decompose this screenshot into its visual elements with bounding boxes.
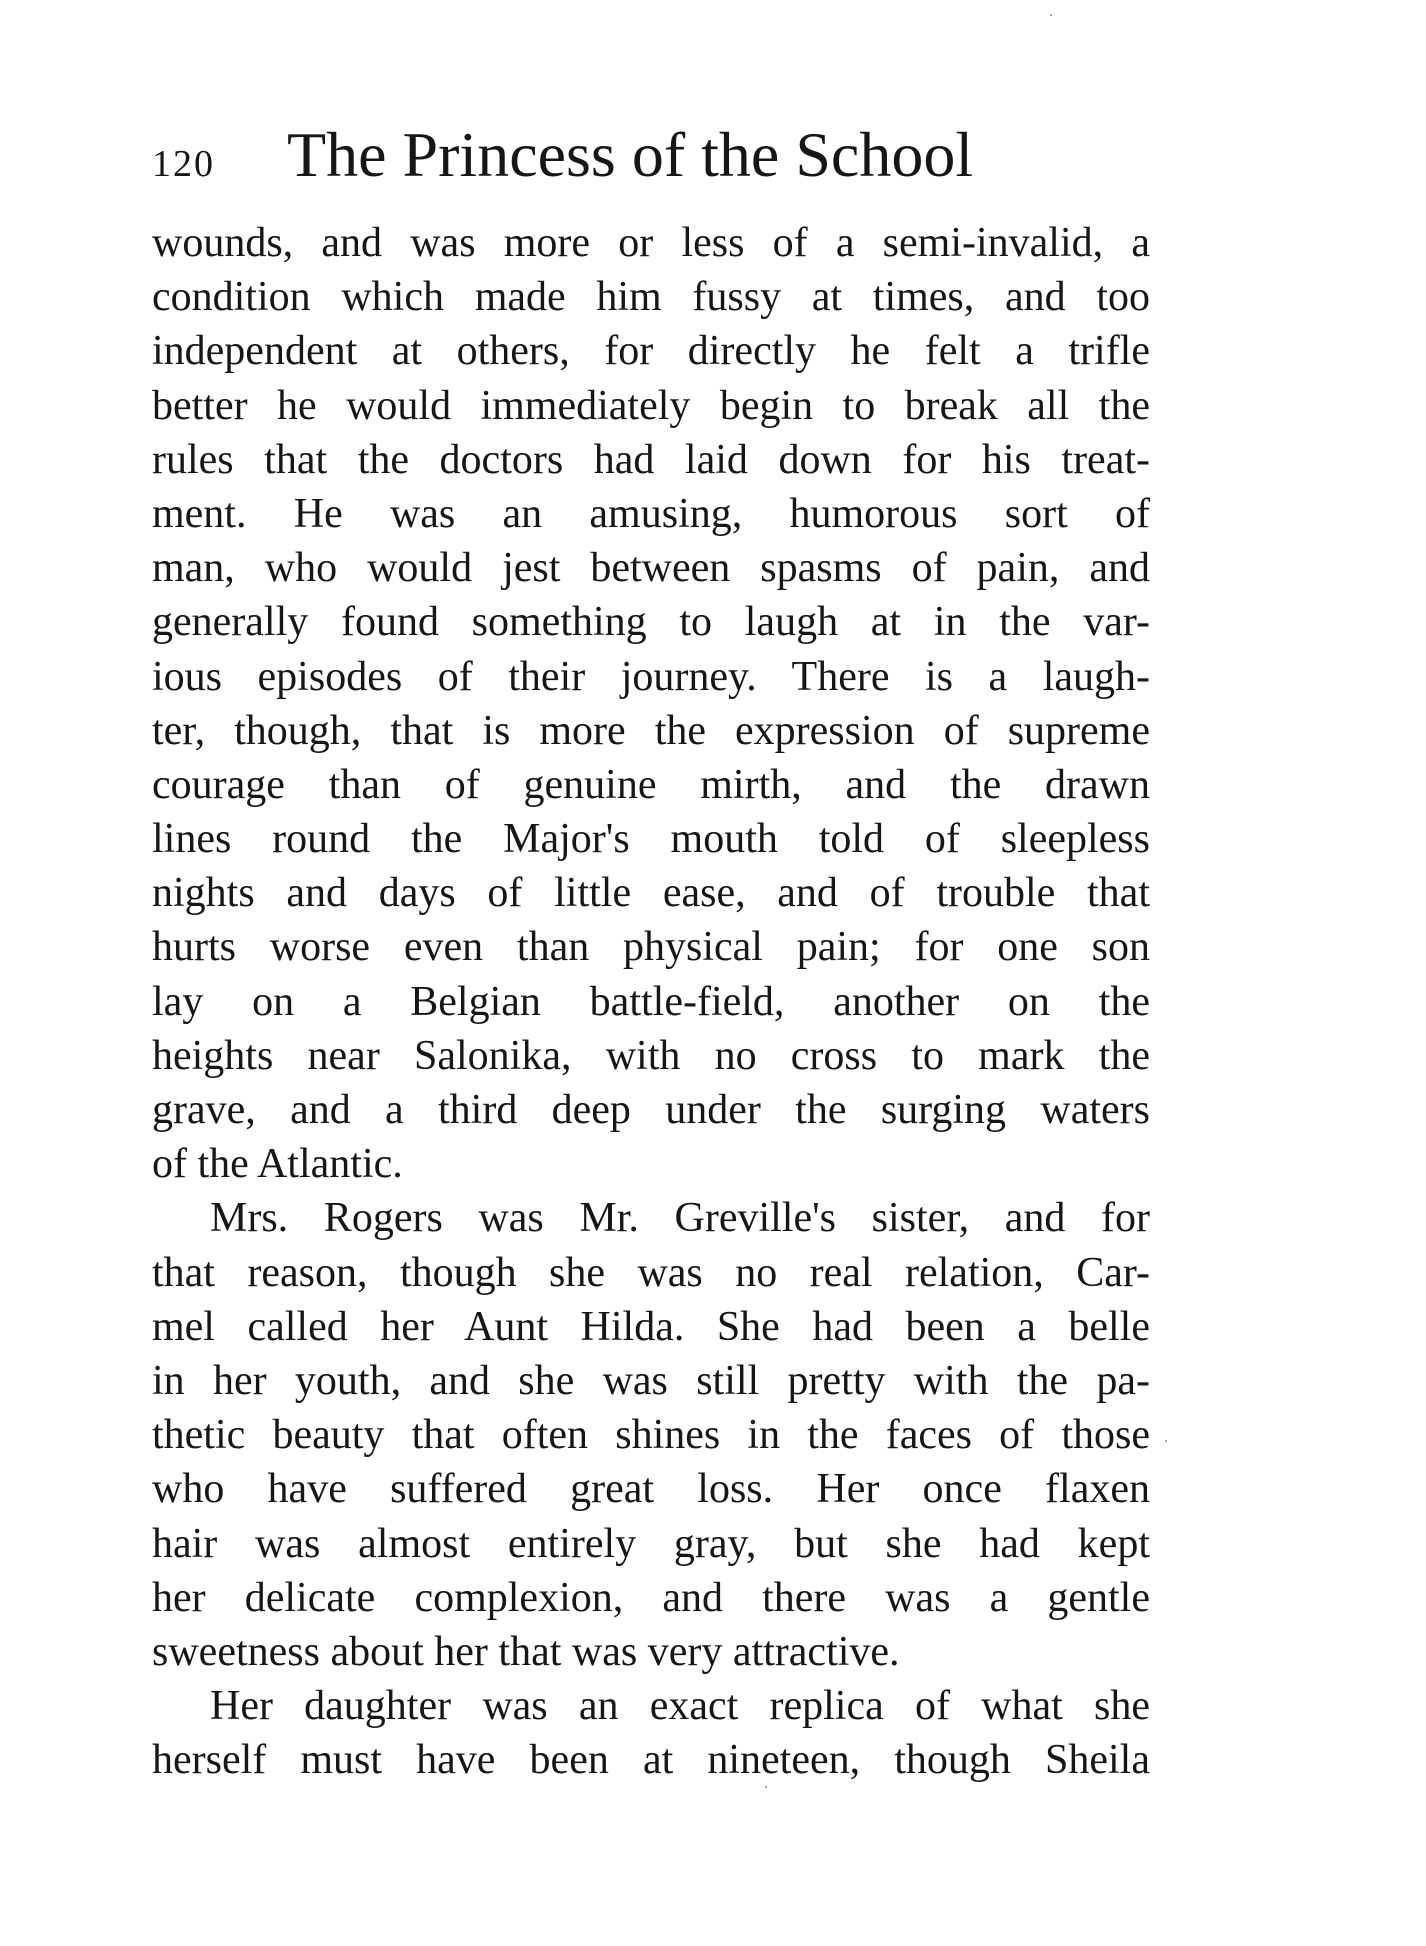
text-line: wounds, and was more or less of a semi-invalid, a: [152, 220, 1150, 266]
text-line: grave, and a third deep under the surging waters: [152, 1087, 1150, 1133]
text-line: thetic beauty that often shines in the faces of those: [152, 1412, 1150, 1459]
text-line: Mrs. Rogers was Mr. Greville's sister, and for: [210, 1195, 1150, 1242]
text-line: man, who would jest between spasms of pain, and: [152, 545, 1150, 592]
text-line: ter, though, that is more the expression of supreme: [152, 707, 1150, 754]
scan-speck: [1165, 1440, 1167, 1442]
text-line: nights and days of little ease, and of trouble that: [152, 870, 1150, 917]
text-line: lay on a Belgian battle-field, another on the: [152, 978, 1150, 1025]
text-line: condition which made him fussy at times, and too: [152, 274, 1150, 321]
paragraph: [152, 216, 1150, 1191]
text-line: herself must have been at nineteen, though Sheila: [152, 1737, 1150, 1784]
text-line: generally found something to laugh at in the var-: [152, 599, 1150, 646]
running-title: The Princess of the School: [287, 119, 974, 190]
text-line: heights near Salonika, with no cross to mark the: [152, 1032, 1150, 1079]
paragraph: [152, 1191, 1150, 1679]
text-line: better he would immediately begin to break all the: [152, 382, 1150, 429]
text-line: that reason, though she was no real relation, Car-: [152, 1249, 1150, 1296]
text-line: mel called her Aunt Hilda. She had been a belle: [152, 1303, 1150, 1350]
text-line: Her daughter was an exact replica of what she: [210, 1683, 1150, 1730]
text-line: hurts worse even than physical pain; for one son: [152, 924, 1150, 971]
paragraph: [152, 1679, 1150, 1787]
text-line: rules that the doctors had laid down for his treat-: [152, 436, 1150, 483]
text-line: sweetness about her that was very attractive.: [152, 1628, 900, 1675]
text-line: ious episodes of their journey. There is a laugh-: [152, 653, 1150, 700]
body-text: [152, 216, 1150, 1787]
text-line: hair was almost entirely gray, but she had kept: [152, 1520, 1150, 1567]
page-header: [152, 118, 1152, 188]
page-number: 120: [152, 143, 215, 185]
text-line: of the Atlantic.: [152, 1141, 403, 1188]
text-line: who have suffered great loss. Her once flaxen: [152, 1466, 1150, 1513]
text-line: independent at others, for directly he felt a trifle: [152, 328, 1150, 375]
text-line: in her youth, and she was still pretty with the pa-: [152, 1357, 1150, 1404]
text-line: ment. He was an amusing, humorous sort of: [152, 490, 1150, 537]
scan-speck: [1050, 14, 1052, 16]
text-line: courage than of genuine mirth, and the drawn: [152, 761, 1150, 808]
text-line: lines round the Major's mouth told of sleepless: [152, 816, 1150, 863]
text-line: her delicate complexion, and there was a gentle: [152, 1574, 1150, 1621]
scan-speck: [765, 1786, 767, 1788]
